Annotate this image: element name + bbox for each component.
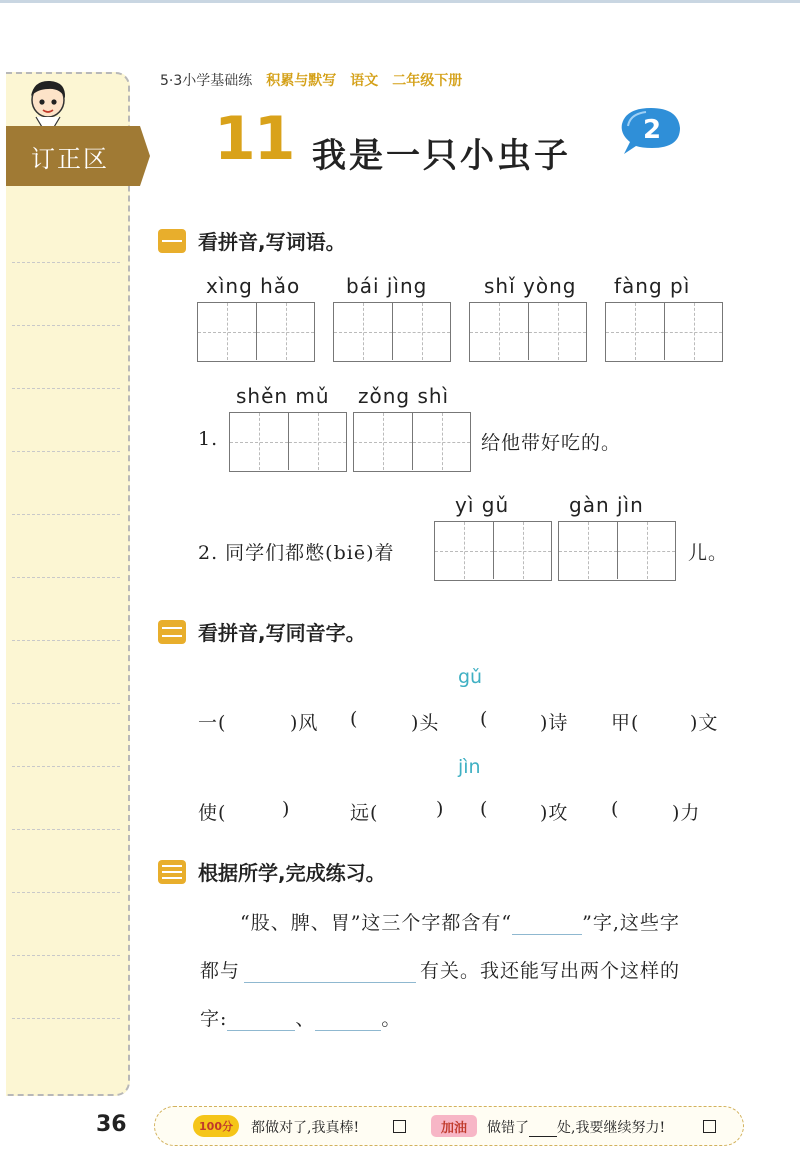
line-3-end: 。 bbox=[381, 1008, 402, 1030]
section-3-line-1 bbox=[240, 908, 680, 935]
group-1-item: ( bbox=[350, 708, 359, 730]
section-3-badge bbox=[158, 860, 186, 884]
q2-tail: 儿。 bbox=[688, 542, 729, 564]
sidebar-rule bbox=[12, 262, 120, 263]
sidebar-rule bbox=[12, 514, 120, 515]
sidebar-rule bbox=[12, 955, 120, 956]
sidebar-rule bbox=[12, 451, 120, 452]
q1-pinyin-1: shěn mǔ bbox=[236, 384, 330, 408]
sidebar-rule bbox=[12, 640, 120, 641]
group-1-item: )风 bbox=[290, 712, 319, 734]
page-number: 36 bbox=[96, 1112, 127, 1137]
sidebar-rule bbox=[12, 892, 120, 893]
book-name: 积累与默写 bbox=[266, 73, 337, 89]
group-2-item: ) bbox=[436, 798, 445, 820]
group-2-pinyin: jìn bbox=[458, 756, 481, 778]
sidebar-rule bbox=[12, 829, 120, 830]
sidebar-rule bbox=[12, 325, 120, 326]
lesson-number: 11 bbox=[214, 104, 294, 174]
page-header bbox=[160, 70, 476, 90]
group-1-pinyin: gǔ bbox=[458, 666, 483, 688]
q2-pinyin-1: yì gǔ bbox=[455, 493, 510, 517]
blank-char-1[interactable] bbox=[227, 1008, 295, 1031]
group-2-item: ( bbox=[480, 798, 489, 820]
sidebar-rule bbox=[12, 766, 120, 767]
q1-number: 1. bbox=[198, 428, 219, 450]
group-1-item: 一( bbox=[198, 712, 227, 734]
top-rule bbox=[0, 0, 800, 3]
group-2-item: 远( bbox=[350, 802, 379, 824]
word-4-grid[interactable] bbox=[605, 302, 723, 362]
group-2-item: )攻 bbox=[540, 802, 569, 824]
group-2-item: ( bbox=[611, 798, 620, 820]
score-100-badge: 100分 bbox=[193, 1115, 239, 1137]
word-3-grid[interactable] bbox=[469, 302, 587, 362]
q2-pinyin-2: gàn jìn bbox=[569, 493, 644, 517]
mistakes-text bbox=[487, 1117, 665, 1137]
mistake-count-blank[interactable] bbox=[529, 1120, 557, 1137]
blank-char-2[interactable] bbox=[315, 1008, 381, 1031]
grade-name: 二年级下册 bbox=[392, 73, 463, 89]
group-1-item: 甲( bbox=[611, 712, 640, 734]
sidebar-rule bbox=[12, 703, 120, 704]
section-1-badge bbox=[158, 229, 186, 253]
q1-pinyin-2: zǒng shì bbox=[358, 384, 450, 408]
part-speech-bubble-icon bbox=[616, 104, 686, 166]
correction-tag bbox=[6, 126, 140, 186]
mistakes-text-a: 做错了 bbox=[487, 1120, 529, 1136]
q1-grid-1[interactable] bbox=[229, 412, 347, 472]
line-1-text-b: ”字,这些字 bbox=[582, 912, 680, 934]
section-2-badge bbox=[158, 620, 186, 644]
keep-trying-checkbox[interactable] bbox=[703, 1120, 716, 1133]
line-1-text-a: “股、脾、胃”这三个字都含有“ bbox=[240, 912, 513, 934]
line-3-text-a: 字: bbox=[200, 1008, 228, 1030]
section-3-title: 根据所学,完成练习。 bbox=[198, 861, 386, 885]
word-3-pinyin: shǐ yòng bbox=[484, 274, 577, 298]
group-1-item: ( bbox=[480, 708, 489, 730]
word-2-pinyin: bái jìng bbox=[346, 274, 428, 298]
sidebar-rule bbox=[12, 1018, 120, 1019]
line-2-text-a: 都与 bbox=[200, 960, 241, 982]
series-name: 5·3小学基础练 bbox=[160, 73, 253, 89]
all-correct-checkbox[interactable] bbox=[393, 1120, 406, 1133]
word-1-grid[interactable] bbox=[197, 302, 315, 362]
group-2-item: )力 bbox=[672, 802, 701, 824]
self-check-footer bbox=[154, 1106, 744, 1146]
word-4-pinyin: fàng pì bbox=[614, 274, 691, 298]
word-2-grid[interactable] bbox=[333, 302, 451, 362]
word-1-pinyin: xìng hǎo bbox=[206, 274, 301, 298]
q1-tail: 给他带好吃的。 bbox=[481, 432, 622, 454]
section-3-line-2 bbox=[200, 956, 680, 983]
sidebar-rule bbox=[12, 388, 120, 389]
group-1-item: )诗 bbox=[540, 712, 569, 734]
line-2-text-b: 有关。我还能写出两个这样的 bbox=[420, 960, 681, 982]
cartoon-boy-icon bbox=[20, 74, 76, 130]
line-3-separator: 、 bbox=[295, 1008, 316, 1030]
subject-name: 语文 bbox=[350, 73, 379, 89]
lesson-title: 我是一只小虫子 bbox=[312, 136, 571, 176]
blank-radical[interactable] bbox=[512, 912, 582, 935]
part-number: 2 bbox=[642, 115, 662, 145]
blank-related-to[interactable] bbox=[244, 960, 416, 983]
all-correct-text: 都做对了,我真棒! bbox=[251, 1120, 360, 1136]
q2-grid-2[interactable] bbox=[558, 521, 676, 581]
correction-sidebar bbox=[6, 72, 130, 1096]
section-2-title: 看拼音,写同音字。 bbox=[198, 621, 366, 645]
q1-grid-2[interactable] bbox=[353, 412, 471, 472]
section-1-title: 看拼音,写词语。 bbox=[198, 230, 346, 254]
keep-going-badge: 加油 bbox=[431, 1115, 477, 1137]
section-3-line-3 bbox=[200, 1004, 401, 1031]
q2-prefix: 2. 同学们都憋(biē)着 bbox=[198, 542, 395, 564]
group-2-item: 使( bbox=[198, 802, 227, 824]
group-2-item: ) bbox=[282, 798, 291, 820]
group-1-item: )文 bbox=[690, 712, 719, 734]
sidebar-rule bbox=[12, 577, 120, 578]
group-1-item: )头 bbox=[411, 712, 440, 734]
q2-grid-1[interactable] bbox=[434, 521, 552, 581]
mistakes-text-b: 处,我要继续努力! bbox=[557, 1120, 666, 1136]
correction-tag-label: 订正区 bbox=[31, 144, 109, 173]
